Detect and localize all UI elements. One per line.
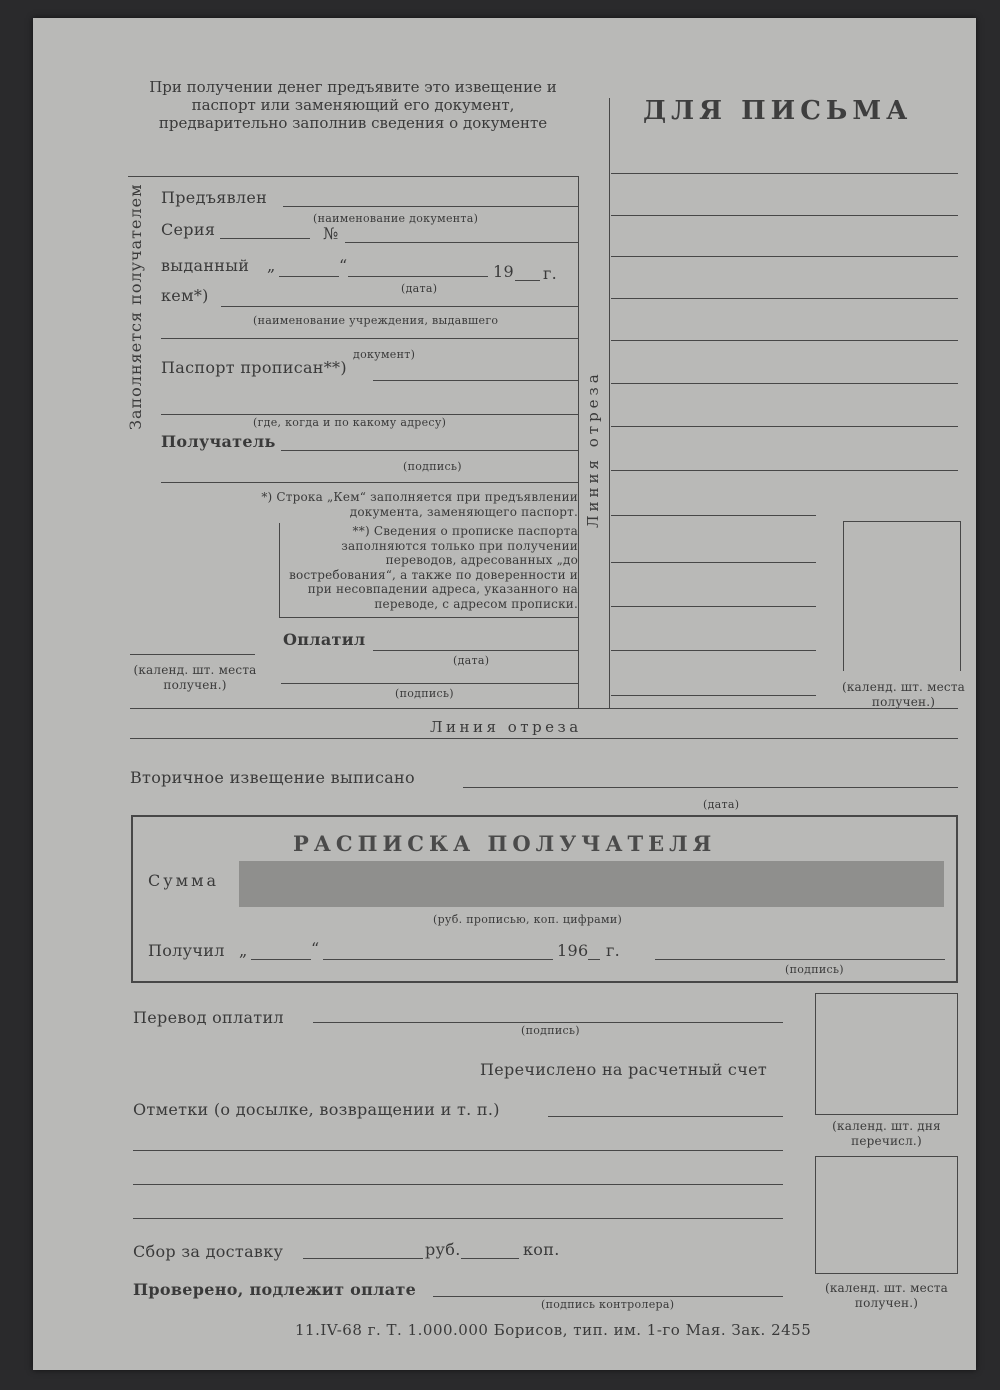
- stamp-bottom-box: [815, 1156, 958, 1274]
- field-marks-1[interactable]: [548, 1116, 783, 1117]
- receipt-year-196: 196: [557, 941, 589, 960]
- hint-address: (где, когда и по какому адресу): [253, 416, 447, 429]
- field-presented[interactable]: [283, 206, 578, 207]
- letter-line-9[interactable]: [611, 515, 816, 516]
- receipt-title: РАСПИСКА ПОЛУЧАТЕЛЯ: [293, 831, 717, 856]
- footnote-2: **) Сведения о прописке паспорта заполняются только при получении переводов, адресованных „до востребования“, а также по доверенности и при несовпадении адреса, указанного на переводе, с адресом прописки.: [289, 524, 578, 611]
- hint-secondary-date: (дата): [703, 798, 740, 811]
- letter-line-5[interactable]: [611, 340, 958, 341]
- cut-line-vertical: [609, 98, 610, 708]
- label-secondary-notice: Вторичное извещение выписано: [130, 768, 415, 787]
- field-extra-line[interactable]: [161, 482, 578, 483]
- label-passport-reg: Паспорт прописан**): [161, 358, 347, 377]
- field-receipt-signature[interactable]: [655, 959, 945, 960]
- stamp-right-label: (календ. шт. места получен.): [841, 680, 966, 709]
- field-controller-signature[interactable]: [433, 1296, 783, 1297]
- stamp-left-label: (календ. шт. места получен.): [133, 663, 257, 692]
- hint-controller-signature: (подпись контролера): [541, 1298, 675, 1311]
- field-marks-4[interactable]: [133, 1218, 783, 1219]
- label-account: Перечислено на расчетный счет: [480, 1060, 767, 1079]
- stamp-transfer-box: [815, 993, 958, 1115]
- field-issued-month[interactable]: [348, 276, 488, 277]
- hint-date: (дата): [401, 282, 438, 295]
- label-delivery-fee: Сбор за доставку: [133, 1242, 284, 1261]
- field-series[interactable]: [220, 238, 310, 239]
- hint-paid-signature: (подпись): [395, 687, 454, 700]
- vertical-filled-by-recipient: Заполняется получателем: [126, 183, 145, 430]
- cut-line-top: [130, 708, 958, 709]
- label-series: Серия: [161, 220, 216, 239]
- stamp-right-box: [843, 521, 961, 671]
- letter-title: ДЛЯ ПИСЬМА: [643, 96, 913, 126]
- letter-line-6[interactable]: [611, 383, 958, 384]
- footnote-1: *) Строка „Кем“ заполняется при предъявлении документа, заменяющего паспорт.: [261, 490, 578, 519]
- label-presented: Предъявлен: [161, 188, 268, 207]
- letter-line-4[interactable]: [611, 298, 958, 299]
- hint-paid-date: (дата): [453, 654, 490, 667]
- label-marks: Отметки (о досылке, возвращении и т. п.): [133, 1100, 500, 1119]
- label-checked: Проверено, подлежит оплате: [133, 1280, 417, 1299]
- cut-line-bottom: [130, 738, 958, 739]
- label-recipient: Получатель: [161, 432, 276, 451]
- receipt-quote-open: „: [239, 941, 248, 960]
- left-column-divider: [578, 176, 579, 708]
- field-issued-day[interactable]: [279, 276, 339, 277]
- label-number: №: [323, 224, 339, 243]
- cut-line-label: Линия отреза: [430, 718, 582, 736]
- label-kop: коп.: [523, 1240, 560, 1259]
- stamp-transfer-label: (календ. шт. дня перечисл.): [832, 1119, 941, 1148]
- label-by-whom: кем*): [161, 286, 209, 305]
- letter-line-2[interactable]: [611, 215, 958, 216]
- field-secondary-notice[interactable]: [463, 787, 958, 788]
- field-paid-date[interactable]: [373, 650, 578, 651]
- intro-text: При получении денег предъявите это извещение и паспорт или заменяющий его документ, предварительно заполнив сведения о документе: [149, 78, 557, 132]
- hint-receipt-signature: (подпись): [785, 963, 844, 976]
- label-issued: выданный: [161, 256, 250, 275]
- field-number[interactable]: [345, 242, 578, 243]
- letter-line-1[interactable]: [611, 173, 958, 174]
- field-passport-reg-2[interactable]: [161, 414, 578, 415]
- money-order-notice-form: [33, 18, 976, 1370]
- field-sum[interactable]: [239, 861, 944, 907]
- field-by-whom[interactable]: [221, 306, 578, 307]
- year-suffix: г.: [543, 264, 558, 283]
- hint-document-name: (наименование документа): [313, 212, 479, 225]
- letter-line-11[interactable]: [611, 606, 816, 607]
- field-transfer-paid[interactable]: [313, 1022, 783, 1023]
- vertical-cut-text: Линия отреза: [584, 370, 602, 528]
- field-passport-reg[interactable]: [373, 380, 578, 381]
- label-rub: руб.: [425, 1240, 461, 1259]
- receipt-frame: [131, 815, 958, 983]
- quote-open: „: [267, 256, 276, 275]
- stamp-left-line: [130, 654, 255, 655]
- label-received: Получил: [148, 941, 225, 960]
- field-delivery-kop[interactable]: [461, 1258, 519, 1259]
- letter-line-13[interactable]: [611, 695, 816, 696]
- field-by-whom-2[interactable]: [161, 338, 578, 339]
- receipt-year-suffix: г.: [606, 941, 621, 960]
- hint-transfer-signature: (подпись): [521, 1024, 580, 1037]
- printer-imprint: 11.IV-68 г. Т. 1.000.000 Борисов, тип. им. 1-го Мая. Зак. 2455: [295, 1321, 812, 1339]
- year-prefix-19: 19: [493, 262, 514, 281]
- letter-line-8[interactable]: [611, 470, 958, 471]
- field-recipient-signature[interactable]: [281, 450, 578, 451]
- field-received-year[interactable]: [588, 959, 600, 960]
- field-received-month[interactable]: [323, 959, 553, 960]
- label-sum: Сумма: [148, 871, 220, 890]
- letter-line-10[interactable]: [611, 562, 816, 563]
- letter-line-7[interactable]: [611, 426, 958, 427]
- field-received-day[interactable]: [251, 959, 311, 960]
- label-transfer-paid: Перевод оплатил: [133, 1008, 284, 1027]
- hint-signature: (подпись): [403, 460, 462, 473]
- quote-close: “: [339, 256, 348, 275]
- intro-underline: [128, 176, 578, 177]
- hint-org-2: документ): [353, 348, 416, 361]
- stamp-bottom-label: (календ. шт. места получен.): [824, 1281, 949, 1310]
- letter-line-3[interactable]: [611, 256, 958, 257]
- field-paid-signature[interactable]: [281, 683, 578, 684]
- field-delivery-rub[interactable]: [303, 1258, 423, 1259]
- label-paid: Оплатил: [283, 630, 366, 649]
- field-issued-year[interactable]: [515, 280, 540, 281]
- hint-sum: (руб. прописью, коп. цифрами): [433, 913, 623, 926]
- hint-org-1: (наименование учреждения, выдавшего: [253, 314, 499, 327]
- field-marks-3[interactable]: [133, 1184, 783, 1185]
- field-marks-2[interactable]: [133, 1150, 783, 1151]
- letter-line-12[interactable]: [611, 650, 816, 651]
- receipt-quote-close: “: [311, 939, 320, 958]
